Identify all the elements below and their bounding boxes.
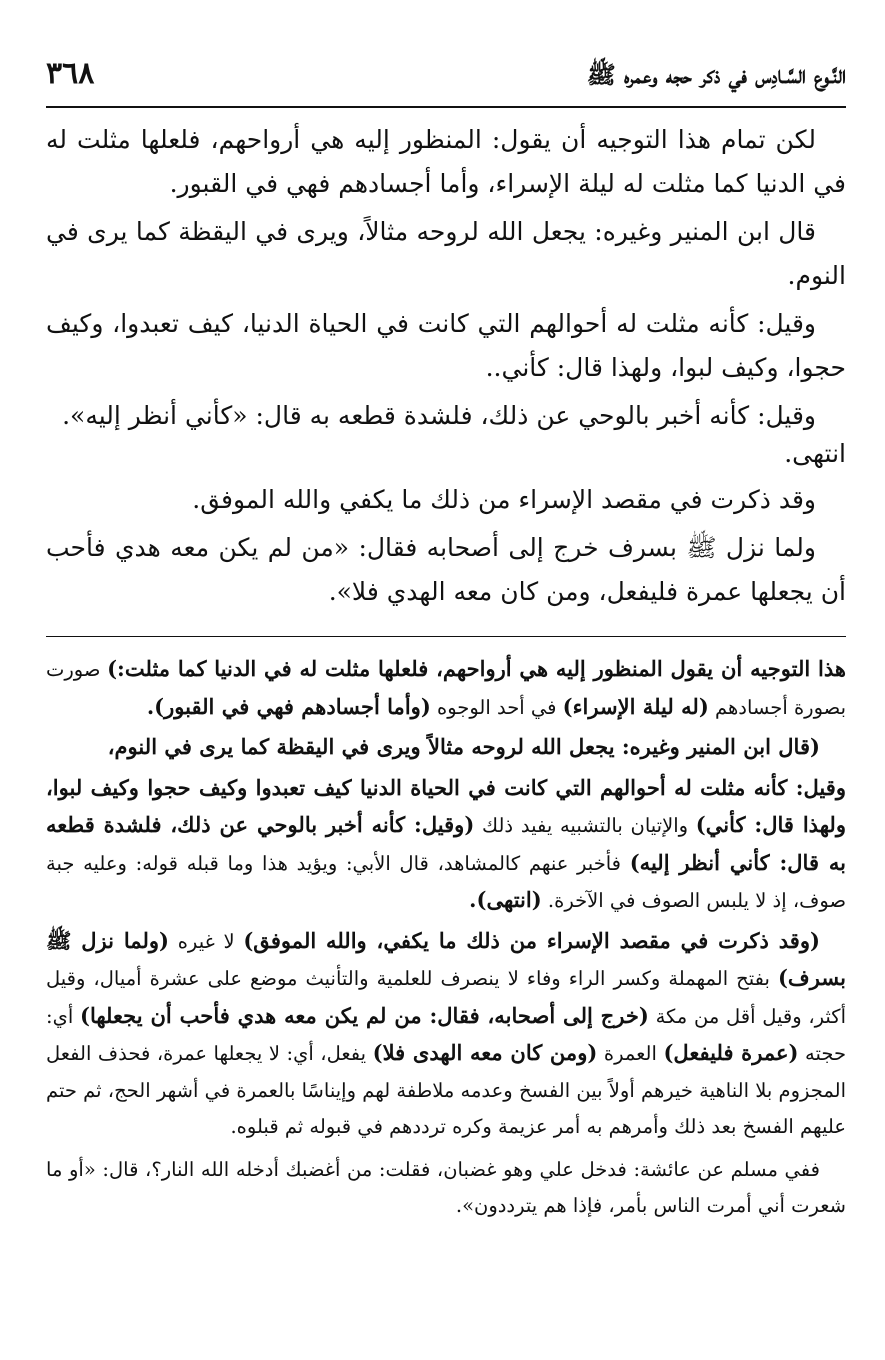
commentary-paragraph — [46, 1152, 846, 1225]
quoted-text: (وأما أجسادهم فهي في القبور). — [146, 693, 431, 719]
main-text — [46, 118, 846, 614]
main-paragraph: انتهى. — [784, 439, 846, 468]
quoted-text: (انتهى). — [469, 887, 542, 912]
commentary-paragraph — [46, 923, 846, 1146]
explanation-text: والإتيان بالتشبيه يفيد ذلك — [474, 814, 696, 837]
quoted-text: (له ليلة الإسراء) — [562, 693, 709, 719]
explanation-text: بفتح المهملة وكسر الراء وفاء لا ينصرف للعلمية والتأنيث موضع على عشرة أميال، وقيل أكثر، وقيل أقل من مكة — [46, 967, 846, 1028]
explanation-text: فأخبر عنهم كالمشاهد، قال الأبي: ويؤيد هذا وما قبله قوله: وعليه جبة صوف، إذ لا يلبس الصوف في الآخرة. — [46, 851, 846, 912]
footnote-divider — [46, 636, 846, 637]
quoted-text: هذا التوجيه أن يقول المنظور إليه هي أرواحهم، فلعلها مثلت له في الدنيا كما مثلت:) — [107, 656, 847, 681]
quoted-text: (خرج إلى أصحابه، فقال: من لم يكن معه هدي فأحب أن يجعلها) — [79, 1002, 649, 1028]
main-paragraph: قال ابن المنير وغيره: يجعل الله لروحه مثالاً، ويرى في اليقظة كما يرى في النوم. — [46, 217, 846, 290]
quoted-text: (وقد ذكرت في مقصد الإسراء من ذلك ما يكفي، والله الموفق) — [243, 927, 820, 953]
quoted-text: (ولما نزل ﷺ بسرف) — [46, 927, 846, 990]
quoted-text: (ومن كان معه الهدى فلا) — [372, 1040, 598, 1065]
main-paragraph: وقيل: كأنه أخبر بالوحي عن ذلك، فلشدة قطعه به قال: «كأني أنظر إليه». — [62, 401, 816, 430]
book-page — [46, 56, 846, 1336]
explanation-text: لا غيره — [169, 929, 244, 953]
main-paragraph: وقيل: كأنه مثلت له أحوالهم التي كانت في الحياة الدنيا، كيف تعبدوا، وكيف حجوا، وكيف لبوا، ولهذا قال: كأني.. — [46, 309, 846, 382]
explanation-text: العمرة — [597, 1042, 664, 1065]
header-rule — [46, 106, 846, 108]
explanation-text: في أحد الوجوه — [430, 695, 563, 719]
quoted-text: (قال ابن المنير وغيره: يجعل الله لروحه مثالاً ويرى في اليقظة كما يرى في النوم، — [107, 734, 820, 759]
running-header — [46, 56, 846, 104]
main-paragraph: وقد ذكرت في مقصد الإسراء من ذلك ما يكفي والله الموفق. — [192, 485, 816, 514]
explanation-text: أي: حجته — [46, 1004, 847, 1065]
explanation-text: ففي مسلم عن عائشة: فدخل علي وهو غضبان، فقلت: من أغضبك أدخله الله النار؟، قال: «أو ما شعرت أني أمرت الناس بأمر، فإذا هم يترددون». — [46, 1157, 846, 1217]
quoted-text: وقيل: كأنه مثلت له أحوالهم التي كانت في الحياة الدنيا كيف تعبدوا وكيف حجوا وكيف لبوا، ولهذا قال: كأني) — [46, 774, 846, 837]
commentary-paragraph — [46, 729, 846, 767]
chapter-title: النَّـوع السَّـادِس في ذكر حجه وعمره ﷺ — [586, 60, 846, 89]
quoted-text: (عمرة فليفعل) — [663, 1040, 799, 1065]
explanation-text: صورت بصورة أجسادهم — [46, 658, 846, 719]
main-paragraph: ولما نزل ﷺ بسرف خرج إلى أصحابه فقال: «من لم يكن معه هدي فأحب أن يجعلها عمرة فليفعل، ومن كان معه الهدي فلا». — [46, 533, 846, 606]
explanation-text: يفعل، أي: لا يجعلها عمرة، فحذف الفعل المجزوم بلا الناهية خيرهم أولاً بين الفسخ وعدمه ملاطفة لهم وإيناسًا بالعمرة في أشهر الحج، ثم حتم عليهم الفسخ بعد ذلك وأمرهم به أمر عزيمة وكره ترددهم في قبوله ثم قبلوه. — [46, 1042, 846, 1138]
commentary — [46, 651, 846, 1225]
main-paragraph: لكن تمام هذا التوجيه أن يقول: المنظور إليه هي أرواحهم، فلعلها مثلت له في الدنيا كما مثلت له ليلة الإسراء، وأما أجسادهم فهي في القبور. — [46, 125, 846, 198]
commentary-paragraph — [46, 770, 846, 920]
page-number: ٣٦٨ — [46, 56, 95, 91]
commentary-paragraph — [46, 651, 846, 726]
quoted-text: (وقيل: كأنه أخبر بالوحي عن ذلك، فلشدة قطعه به قال: كأني أنظر إليه) — [46, 812, 846, 875]
